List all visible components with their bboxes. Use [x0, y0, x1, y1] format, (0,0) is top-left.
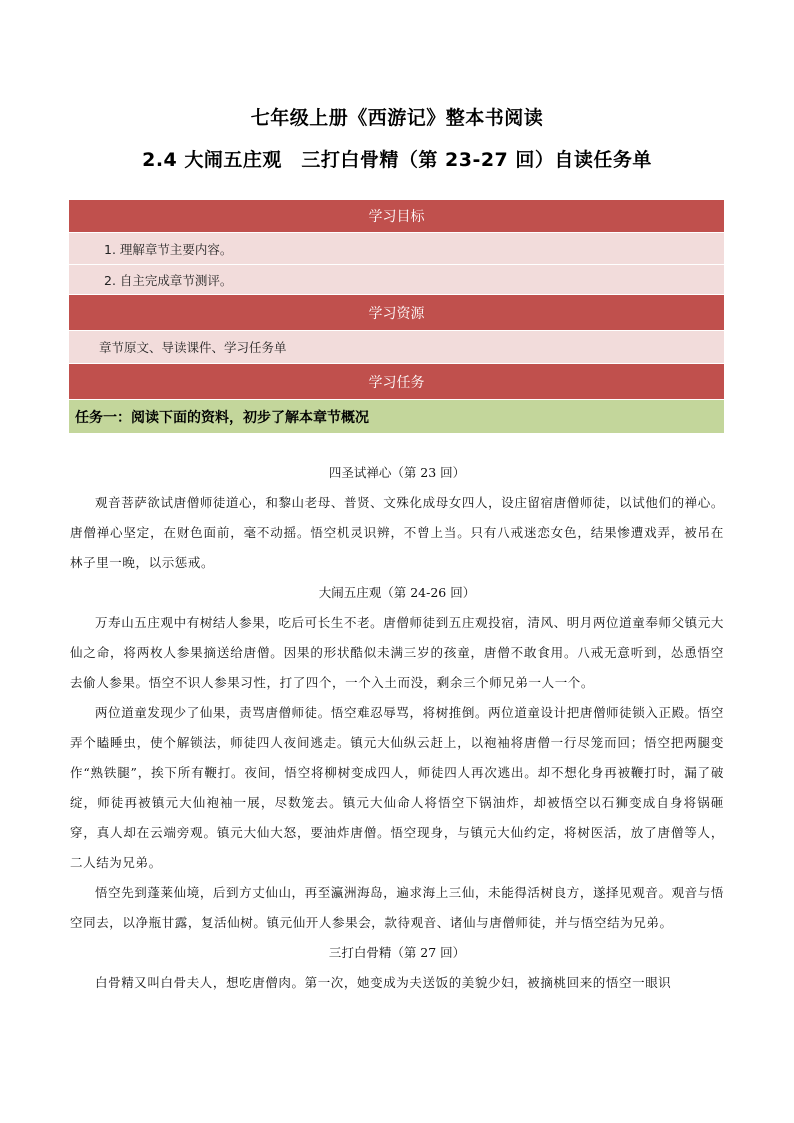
- section-2-paragraph-2: 两位道童发现少了仙果，责骂唐僧师徒。悟空难忍辱骂，将树推倒。两位道童设计把唐僧师徒锁入正殿。悟空弄个瞌睡虫，使个解锁法，师徒四人夜间逃走。镇元大仙纵云赶上，以袍袖将唐僧一行尽笼而回；悟空把两腿变作“熟铁腿”，挨下所有鞭打。夜间，悟空将柳树变成四人，师徒四人再次逃出。却不想化身再被鞭打时，漏了破绽，师徒再被镇元大仙袍袖一展，尽数笼去。镇元大仙命人将悟空下锅油炸，却被悟空以石狮变成自身将锅砸穿，真人却在云端旁观。镇元大仙大怒，要油炸唐僧。悟空现身，与镇元大仙约定，将树医活，放了唐僧等人，二人结为兄弟。: [70, 705, 724, 870]
- objectives-header: 学习目标: [69, 200, 724, 233]
- section-2-paragraph-3: 悟空先到蓬莱仙境，后到方丈仙山，再至瀛洲海岛，遍求海上三仙，未能得活树良方，遂择见观音。观音与悟空同去，以净瓶甘露，复活仙树。镇元仙开人参果会，款待观音、诸仙与唐僧师徒，并与悟空结为兄弟。: [70, 885, 724, 930]
- section-subtitle-2: 大闹五庄观（第 24-26 回）: [318, 585, 476, 600]
- section-2-paragraph-1: 万寿山五庄观中有树结人参果，吃后可长生不老。唐僧师徒到五庄观投宿，清风、明月两位道童奉师父镇元大仙之命，将两枚人参果摘送给唐僧。因果的形状酷似未满三岁的孩童，唐僧不敢食用。八戒无意听到，怂恿悟空去偷人参果。悟空不识人参果习性，打了四个，一个入土而没，剩余三个师兄弟一人一个。: [70, 615, 724, 690]
- objective-item-1: 1. 理解章节主要内容。: [69, 233, 724, 265]
- reading-material: [70, 458, 724, 998]
- task-one-label: 任务一：阅读下面的资料，初步了解本章节概况: [69, 400, 724, 433]
- section-1-paragraph-1: 观音菩萨欲试唐僧师徒道心，和黎山老母、普贤、文殊化成母女四人，设庄留宿唐僧师徒，以试他们的禅心。唐僧禅心坚定，在财色面前，毫不动摇。悟空机灵识辨，不曾上当。只有八戒迷恋女色，结果惨遭戏弄，被吊在林子里一晚，以示惩戒。: [70, 495, 724, 570]
- section-3-paragraph-1: 白骨精又叫白骨夫人，想吃唐僧肉。第一次，她变成为夫送饭的美貌少妇，被摘桃回来的悟空一眼识: [95, 975, 672, 990]
- section-subtitle-1: 四圣试禅心（第 23 回）: [328, 465, 466, 480]
- document-subtitle: 2.4 大闹五庄观 三打白骨精（第 23-27 回）自读任务单: [142, 149, 652, 171]
- section-subtitle-3: 三打白骨精（第 27 回）: [328, 945, 466, 960]
- tasks-header: 学习任务: [69, 364, 724, 400]
- resources-text: 章节原文、导读课件、学习任务单: [69, 331, 724, 364]
- document-title: 七年级上册《西游记》整本书阅读: [250, 107, 544, 129]
- resources-header: 学习资源: [69, 295, 724, 331]
- objective-item-2: 2. 自主完成章节测评。: [69, 265, 724, 295]
- task-table: [69, 200, 724, 433]
